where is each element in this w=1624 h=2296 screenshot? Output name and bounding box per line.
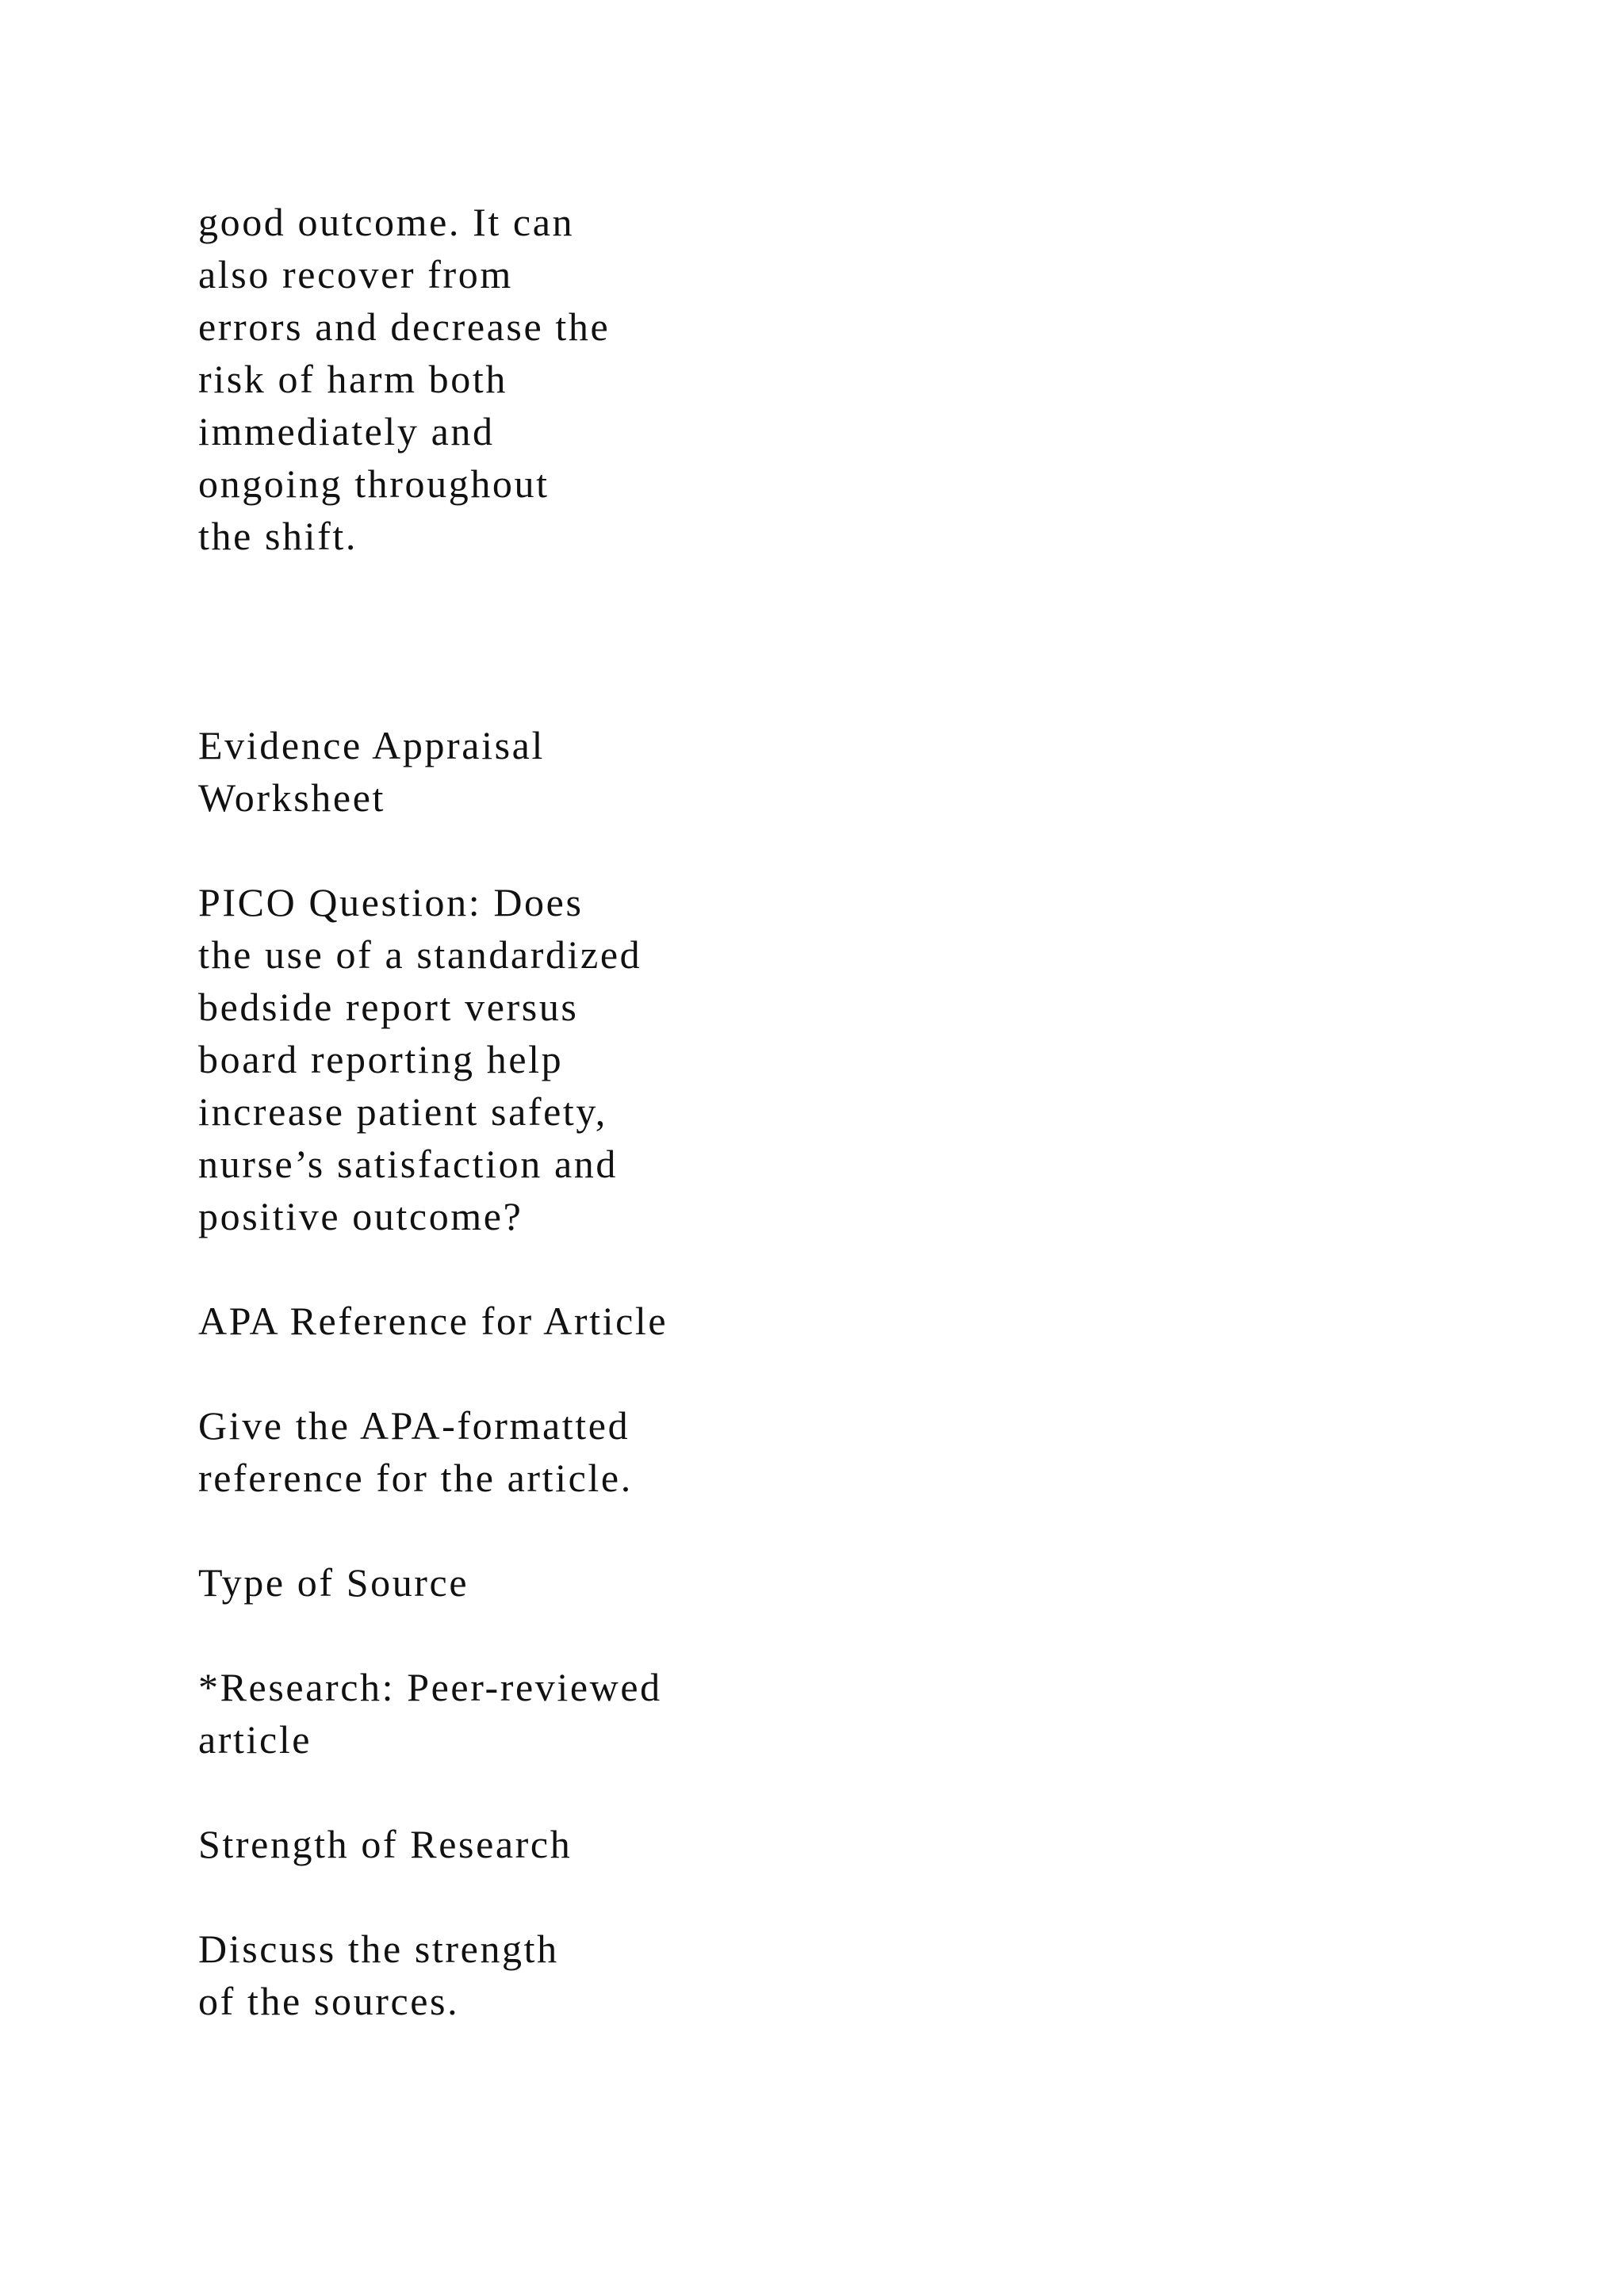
text-line: the use of a standardized [198,932,642,977]
text-line: PICO Question: Does [198,880,584,924]
text-line: Discuss the strength [198,1927,559,1971]
source-heading: Type of Source [198,1560,469,1605]
text-line: ongoing throughout [198,461,550,506]
text-line: Give the APA-formatted [198,1403,630,1448]
text-line: errors and decrease the [198,304,611,349]
text-line: positive outcome? [198,1194,523,1238]
strength-heading: Strength of Research [198,1822,573,1866]
apa-heading: APA Reference for Article [198,1299,668,1343]
text-line: article [198,1717,312,1762]
text-line: risk of harm both [198,357,508,401]
text-line: immediately and [198,409,495,453]
text-line: board reporting help [198,1037,564,1081]
text-line: *Research: Peer-reviewed [198,1665,662,1709]
text-line: the shift. [198,514,358,558]
title-line: Worksheet [198,775,385,820]
text-line: also recover from [198,252,513,297]
text-line: nurse’s satisfaction and [198,1142,618,1186]
text-line: reference for the article. [198,1456,633,1500]
text-line: increase patient safety, [198,1089,607,1134]
text-line: bedside report versus [198,985,579,1029]
title-line: Evidence Appraisal [198,723,545,767]
text-line: good outcome. It can [198,200,575,244]
text-line: of the sources. [198,1979,460,2023]
